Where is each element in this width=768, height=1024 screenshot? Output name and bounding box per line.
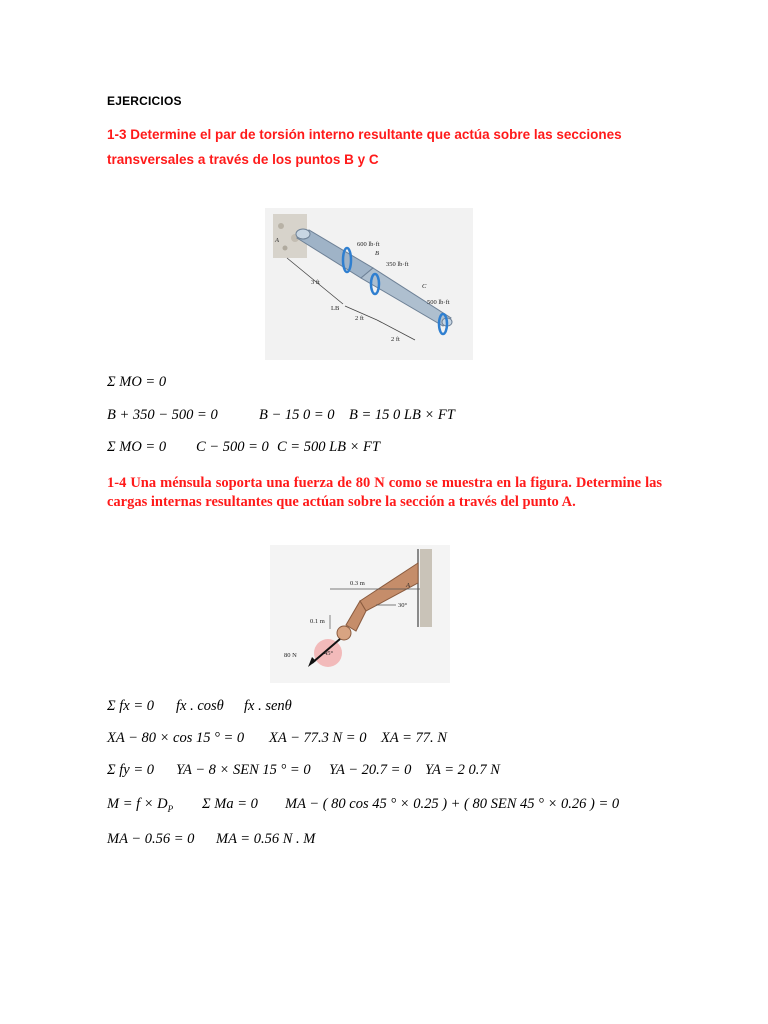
equation-1-4-line3a: Σ fy = 0 <box>107 762 154 778</box>
label-b: B <box>375 250 379 257</box>
equation-1-4-line5b: MA = 0.56 N . M <box>216 831 316 847</box>
equation-1-4-line3c: YA − 20.7 = 0 <box>329 762 412 778</box>
equation-1-4-line1c: fx . senθ <box>244 698 292 714</box>
equation-1-4-line4b: Σ Ma = 0 <box>202 796 258 812</box>
label-a-bracket: A <box>406 582 410 589</box>
label-c: C <box>422 283 427 290</box>
label-torque-350: 350 lb·ft <box>386 261 409 268</box>
problem-1-3-statement: 1-3 Determine el par de torsión interno resultante que actúa sobre las secciones transversales a través de los puntos B y C <box>107 127 622 167</box>
label-2ft-a: 2 ft <box>355 315 364 322</box>
page-heading: EJERCICIOS <box>107 94 182 108</box>
equation-1-4-line5a: MA − 0.56 = 0 <box>107 831 195 847</box>
equation-1-4-line2c: XA = 77. N <box>381 730 447 746</box>
problem-1-4-statement: 1-4 Una ménsula soporta una fuerza de 80 N como se muestra en la figura. Determine las cargas internas resultantes que actúan sobre la sección a través del punto A. <box>107 475 662 510</box>
equation-1-3-line2c: B = 15 0 LB × FT <box>349 407 455 423</box>
equation-1-4-line2a: XA − 80 × cos 15 ° = 0 <box>107 730 245 746</box>
equation-1-3-line2a: B + 350 − 500 = 0 <box>107 407 218 423</box>
equation-1-4-line4c: MA − ( 80 cos 45 ° × 0.25 ) + ( 80 SEN 45 ° × 0.26 ) = 0 <box>285 796 620 812</box>
equation-1-4-line3d: YA = 2 0.7 N <box>425 762 500 778</box>
label-torque-600: 600 lb·ft <box>357 241 380 248</box>
label-torque-500: 500 lb·ft <box>427 299 450 306</box>
equation-1-3-line3c: C = 500 LB × FT <box>277 439 380 455</box>
subscript-p: P <box>167 803 174 814</box>
label-45deg: 45° <box>324 650 334 657</box>
label-0-3m: 0.3 m <box>350 580 365 587</box>
equation-1-3-line3a: Σ MO = 0 <box>107 439 167 455</box>
equation-1-4-line4a: $M = f \times D_P$ <box>107 796 174 814</box>
label-0-1m: 0.1 m <box>310 618 325 625</box>
equation-1-3-line1: Σ MO = 0 <box>107 374 167 390</box>
shaft-torque-figure <box>265 208 473 360</box>
bracket-figure <box>270 545 450 683</box>
label-3ft: 3 ft <box>311 279 320 286</box>
equation-1-3-line3b: C − 500 = 0 <box>196 439 269 455</box>
label-80n: 80 N <box>284 652 297 659</box>
label-2ft-b: 2 ft <box>391 336 400 343</box>
equation-1-3-line2b: B − 15 0 = 0 <box>259 407 335 423</box>
equation-1-4-line1b: fx . cosθ <box>176 698 224 714</box>
label-30deg: 30° <box>398 602 408 609</box>
label-lb: LB <box>331 305 340 312</box>
equation-1-4-line3b: YA − 8 × SEN 15 ° = 0 <box>176 762 311 778</box>
equation-1-4-line1a: Σ fx = 0 <box>107 698 154 714</box>
equation-1-4-line2b: XA − 77.3 N = 0 <box>269 730 367 746</box>
label-a: A <box>275 237 279 244</box>
